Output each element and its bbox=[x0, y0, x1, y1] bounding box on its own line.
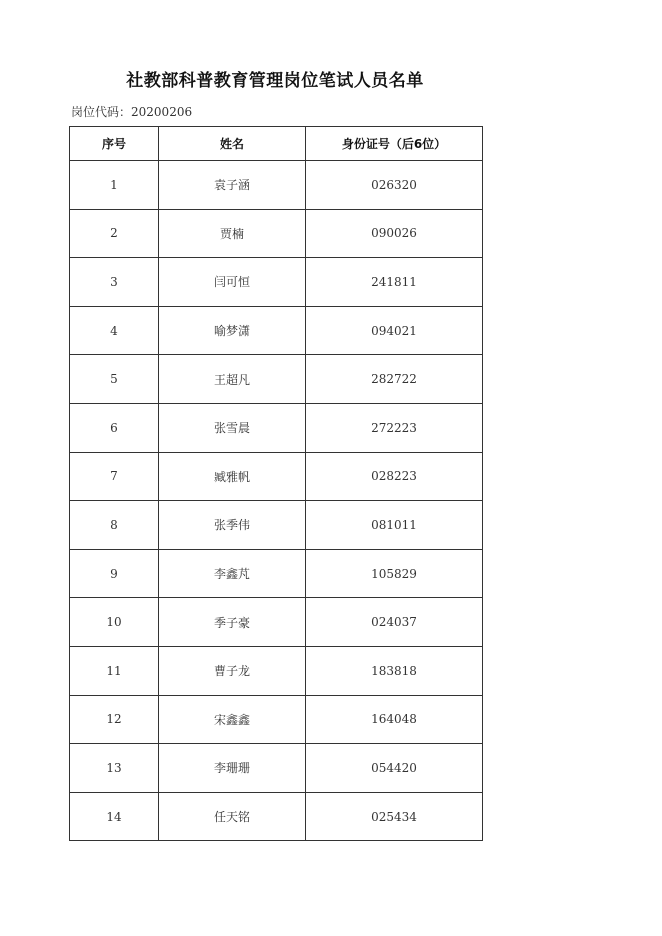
cell-id: 241811 bbox=[306, 258, 483, 307]
table-row bbox=[70, 161, 483, 210]
cell-name: 宋鑫鑫 bbox=[159, 695, 306, 744]
header-name: 姓名 bbox=[159, 127, 306, 161]
table-row bbox=[70, 695, 483, 744]
cell-index: 4 bbox=[70, 306, 159, 355]
cell-id: 272223 bbox=[306, 403, 483, 452]
table-row bbox=[70, 598, 483, 647]
cell-id: 024037 bbox=[306, 598, 483, 647]
cell-id: 183818 bbox=[306, 646, 483, 695]
table-row bbox=[70, 792, 483, 841]
cell-index: 1 bbox=[70, 161, 159, 210]
cell-name: 臧雅帆 bbox=[159, 452, 306, 501]
cell-index: 11 bbox=[70, 646, 159, 695]
cell-index: 12 bbox=[70, 695, 159, 744]
table-row bbox=[70, 501, 483, 550]
cell-index: 2 bbox=[70, 209, 159, 258]
header-index: 序号 bbox=[70, 127, 159, 161]
candidate-table bbox=[69, 126, 483, 841]
cell-name: 李鑫芃 bbox=[159, 549, 306, 598]
table-header-row bbox=[70, 127, 483, 161]
cell-id: 105829 bbox=[306, 549, 483, 598]
table-row bbox=[70, 306, 483, 355]
cell-name: 季子豪 bbox=[159, 598, 306, 647]
cell-id: 028223 bbox=[306, 452, 483, 501]
table-row bbox=[70, 646, 483, 695]
position-code-line bbox=[71, 103, 192, 120]
cell-index: 13 bbox=[70, 744, 159, 793]
cell-id: 025434 bbox=[306, 792, 483, 841]
cell-name: 闫可恒 bbox=[159, 258, 306, 307]
cell-id: 081011 bbox=[306, 501, 483, 550]
cell-id: 282722 bbox=[306, 355, 483, 404]
cell-index: 14 bbox=[70, 792, 159, 841]
cell-id: 026320 bbox=[306, 161, 483, 210]
table-row bbox=[70, 403, 483, 452]
table-row bbox=[70, 258, 483, 307]
position-code-value: 20200206 bbox=[131, 105, 193, 119]
table-row bbox=[70, 355, 483, 404]
position-code-label: 岗位代码： bbox=[71, 105, 132, 119]
cell-name: 王超凡 bbox=[159, 355, 306, 404]
cell-index: 7 bbox=[70, 452, 159, 501]
cell-name: 李珊珊 bbox=[159, 744, 306, 793]
header-id: 身份证号（后6位） bbox=[306, 127, 483, 161]
cell-name: 喻梦潇 bbox=[159, 306, 306, 355]
cell-index: 5 bbox=[70, 355, 159, 404]
table-row bbox=[70, 549, 483, 598]
cell-index: 9 bbox=[70, 549, 159, 598]
table-row bbox=[70, 209, 483, 258]
cell-name: 张雪晨 bbox=[159, 403, 306, 452]
cell-name: 袁子涵 bbox=[159, 161, 306, 210]
cell-index: 8 bbox=[70, 501, 159, 550]
cell-name: 张季伟 bbox=[159, 501, 306, 550]
cell-id: 090026 bbox=[306, 209, 483, 258]
cell-id: 054420 bbox=[306, 744, 483, 793]
cell-name: 曹子龙 bbox=[159, 646, 306, 695]
table-row bbox=[70, 744, 483, 793]
cell-index: 6 bbox=[70, 403, 159, 452]
cell-name: 任天铭 bbox=[159, 792, 306, 841]
table-row bbox=[70, 452, 483, 501]
page-title: 社教部科普教育管理岗位笔试人员名单 bbox=[126, 71, 424, 91]
cell-name: 贾楠 bbox=[159, 209, 306, 258]
cell-id: 094021 bbox=[306, 306, 483, 355]
cell-index: 3 bbox=[70, 258, 159, 307]
cell-id: 164048 bbox=[306, 695, 483, 744]
cell-index: 10 bbox=[70, 598, 159, 647]
